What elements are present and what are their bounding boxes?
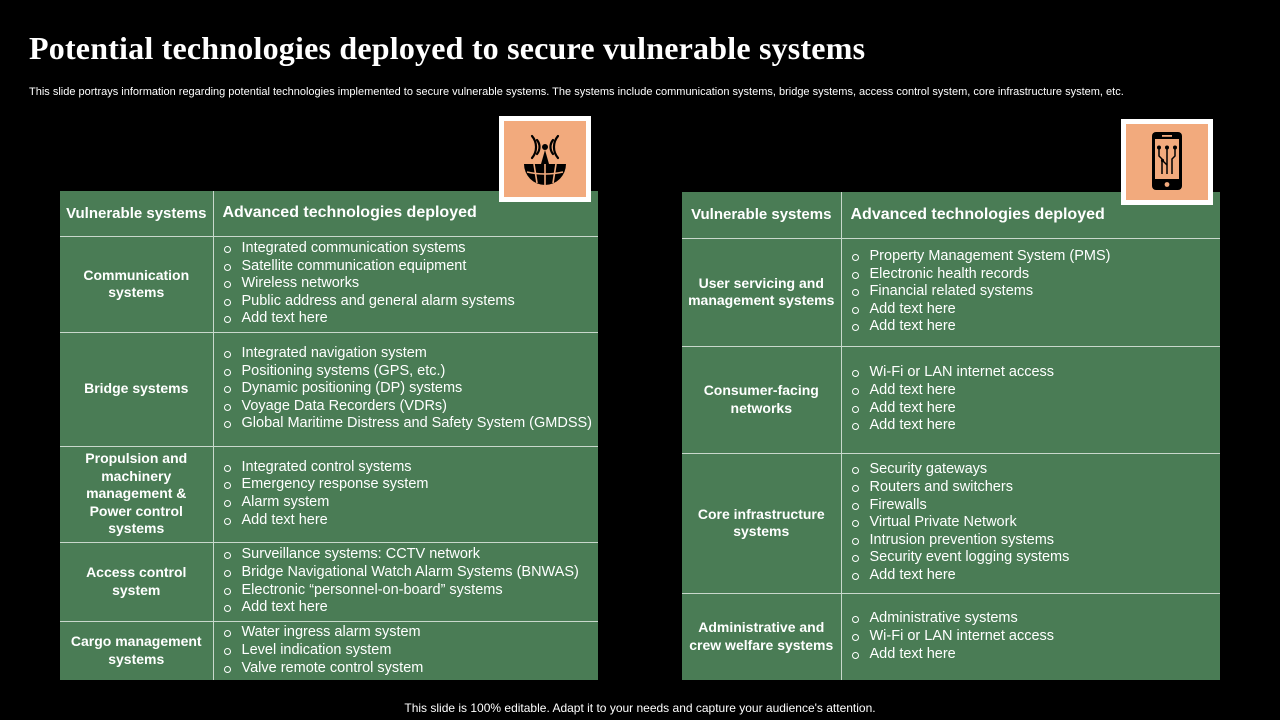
table-row: [60, 621, 598, 680]
list-item: Add text here: [851, 646, 1215, 664]
list-item: Electronic health records: [851, 266, 1215, 284]
table-row: [60, 332, 598, 446]
list-item: Integrated control systems: [223, 459, 593, 477]
list-item: Surveillance systems: CCTV network: [223, 546, 593, 564]
list-item: Positioning systems (GPS, etc.): [223, 363, 593, 381]
category-cell: User servicing and management systems: [682, 238, 841, 346]
slide-footer: This slide is 100% editable. Adapt it to your needs and capture your audience's attention.: [404, 701, 876, 715]
list-item: Add text here: [851, 567, 1215, 585]
items-cell: [841, 238, 1220, 346]
list-item: Emergency response system: [223, 476, 593, 494]
slide-title: Potential technologies deployed to secure vulnerable systems: [29, 30, 866, 66]
header-vulnerable-systems: Vulnerable systems: [60, 191, 213, 236]
satellite-antenna-icon: [510, 124, 580, 194]
list-item: Add text here: [851, 301, 1215, 319]
list-item: Routers and switchers: [851, 479, 1215, 497]
category-cell: Core infrastructure systems: [682, 453, 841, 593]
items-cell: [841, 346, 1220, 453]
header-technologies: Advanced technologies deployed: [213, 191, 598, 236]
list-item: Water ingress alarm system: [223, 624, 593, 642]
list-item: Add text here: [223, 599, 593, 617]
list-item: Add text here: [851, 382, 1215, 400]
list-item: Property Management System (PMS): [851, 248, 1215, 266]
list-item: Intrusion prevention systems: [851, 532, 1215, 550]
items-cell: [213, 621, 598, 680]
list-item: Security event logging systems: [851, 549, 1215, 567]
mobile-phone-circuit-icon: [1132, 127, 1202, 197]
items-cell: [841, 453, 1220, 593]
list-item: Administrative systems: [851, 610, 1215, 628]
list-item: Level indication system: [223, 642, 593, 660]
satellite-antenna-icon-box: [499, 116, 591, 202]
header-vulnerable-systems: Vulnerable systems: [682, 192, 841, 238]
items-cell: [213, 446, 598, 542]
list-item: Financial related systems: [851, 283, 1215, 301]
table-row: [682, 453, 1220, 593]
list-item: Integrated navigation system: [223, 345, 593, 363]
list-item: Voyage Data Recorders (VDRs): [223, 398, 593, 416]
category-cell: Bridge systems: [60, 332, 213, 446]
category-cell: Propulsion and machinery management & Power control systems: [60, 446, 213, 542]
list-item: Public address and general alarm systems: [223, 293, 593, 311]
list-item: Bridge Navigational Watch Alarm Systems (BNWAS): [223, 564, 593, 582]
table-row: [682, 238, 1220, 346]
category-cell: Access control system: [60, 542, 213, 621]
slide-subtitle: This slide portrays information regarding potential technologies implemented to secure vulnerable systems. The systems include communication systems, bridge systems, access control system, core infrastructure system, etc.: [29, 86, 1124, 98]
list-item: Security gateways: [851, 461, 1215, 479]
list-item: Wi-Fi or LAN internet access: [851, 628, 1215, 646]
list-item: Wi-Fi or LAN internet access: [851, 364, 1215, 382]
list-item: Virtual Private Network: [851, 514, 1215, 532]
table-row: [60, 236, 598, 332]
list-item: Satellite communication equipment: [223, 258, 593, 276]
list-item: Add text here: [223, 310, 593, 328]
category-cell: Communication systems: [60, 236, 213, 332]
list-item: Add text here: [851, 318, 1215, 336]
list-item: Firewalls: [851, 497, 1215, 515]
list-item: Dynamic positioning (DP) systems: [223, 380, 593, 398]
list-item: Add text here: [851, 417, 1215, 435]
table-row: [60, 446, 598, 542]
header-technologies: Advanced technologies deployed: [841, 192, 1220, 238]
list-item: Electronic “personnel-on-board” systems: [223, 582, 593, 600]
table-row: [682, 346, 1220, 453]
list-item: Add text here: [851, 400, 1215, 418]
list-item: Alarm system: [223, 494, 593, 512]
right-technology-table: [682, 192, 1220, 680]
category-cell: Cargo management systems: [60, 621, 213, 680]
category-cell: Consumer-facing networks: [682, 346, 841, 453]
items-cell: [841, 593, 1220, 680]
list-item: Global Maritime Distress and Safety System (GMDSS): [223, 415, 593, 433]
list-item: Valve remote control system: [223, 660, 593, 678]
list-item: Add text here: [223, 512, 593, 530]
items-cell: [213, 542, 598, 621]
list-item: Integrated communication systems: [223, 240, 593, 258]
category-cell: Administrative and crew welfare systems: [682, 593, 841, 680]
list-item: Wireless networks: [223, 275, 593, 293]
table-row: [60, 542, 598, 621]
left-technology-table: [60, 191, 598, 680]
items-cell: [213, 236, 598, 332]
mobile-phone-icon-box: [1121, 119, 1213, 205]
items-cell: [213, 332, 598, 446]
table-row: [682, 593, 1220, 680]
